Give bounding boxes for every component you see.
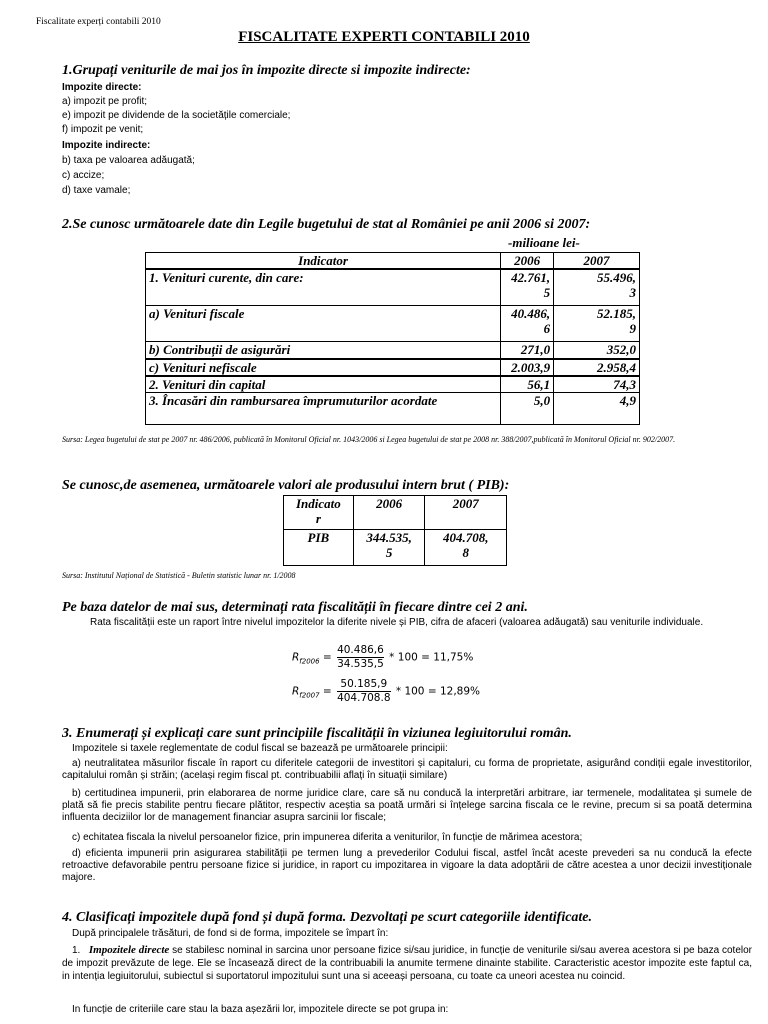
row-2006: 42.761, 5 xyxy=(501,269,554,305)
formula-2006: $R_{f2006}$ = $\frac{40.486,6}{34.535,5}$ * 100 = 11,75% xyxy=(292,644,474,670)
q2b-text: Rata fiscalității este un raport între nivelul impozitelor la diferite nivele și PIB, cifra de afaceri (valoarea adăugată) sau veniturile individuale. xyxy=(90,617,704,628)
indirect-item: d) taxe vamale; xyxy=(62,185,131,196)
formula-result: * 100 = 11,75% xyxy=(389,651,474,664)
row-label: PIB xyxy=(284,530,354,566)
table-header-row xyxy=(284,496,507,530)
q1-heading: 1.Grupați veniturile de mai jos în impozite directe si impozite indirecte: xyxy=(62,63,471,78)
q4-intro: După principalele trăsături, de fond si de forma, impozitele se împart în: xyxy=(72,928,389,939)
table-row xyxy=(146,359,640,376)
budget-source: Sursa: Legea bugetului de stat pe 2007 nr. 486/2006, publicată în Monitorul Oficial nr. 1043/2006 si Legea bugetului de stat pe 2008 nr. 388/2007,publicată în Monitorul Oficial nr. 902/2007. xyxy=(62,435,676,444)
denominator: 404.708.8 xyxy=(337,692,391,704)
row-2006: 56,1 xyxy=(501,376,554,393)
denominator: 34.535,5 xyxy=(337,658,384,670)
row-2007: 404.708, 8 xyxy=(425,530,507,566)
principle-c: c) echitatea fiscala la nivelul persoanelor fizice, prin impunerea diferita a veniturilor, în funcție de mărimea acestora; xyxy=(72,832,583,843)
q4-item-1 xyxy=(62,944,752,983)
row-label: 2. Venituri din capital xyxy=(146,376,501,393)
indirect-item: c) accize; xyxy=(62,170,105,181)
row-label: c) Venituri nefiscale xyxy=(146,359,501,376)
row-2007: 55.496, 3 xyxy=(554,269,640,305)
direct-item: e) impozit pe dividende de la societățile comerciale; xyxy=(62,110,291,121)
table-row xyxy=(284,530,507,566)
direct-item: a) impozit pe profit; xyxy=(62,96,148,107)
header-cell: 2006 xyxy=(353,496,425,530)
q3-intro: Impozitele si taxele reglementate de codul fiscal se bazează pe următoarele principii: xyxy=(72,743,448,754)
formula-sub: f2007 xyxy=(299,691,320,700)
q2-heading: 2.Se cunosc următoarele date din Legile bugetului de stat al României pe anii 2006 si 2007: xyxy=(62,217,591,232)
row-2006: 40.486, 6 xyxy=(501,305,554,341)
row-2007: 52.185, 9 xyxy=(554,305,640,341)
row-2006: 344.535, 5 xyxy=(353,530,425,566)
fraction xyxy=(337,644,384,671)
principle-b: b) certitudinea impunerii, prin elaborarea de norme juridice clare, care să nu conducă la interpretări arbitrare, iar termenele, modalitatea și sumele de plată să fie precis stabilite pentru fiecare plătitor, respectiv aceștia sa poată urmări si înțelege sarcina fiscala ce le revine, precum si sa poată determina influenta deciziilor lor de management financiar asupra sarcinii lor fiscale; xyxy=(62,788,752,823)
unit-label: -milioane lei- xyxy=(508,235,580,250)
direct-item: f) impozit pe venit; xyxy=(62,124,144,135)
item-number: 1. xyxy=(72,945,81,956)
direct-label: Impozite directe: xyxy=(62,82,142,93)
item-text: se stabilesc nominal in sarcina unor persoane fizice si/sau juridice, in funcție de veniturile si/sau averea acestora si pe baza cotelor de impozit prevăzute de lege. Ele se încasează direct de la contribuabili la anumite termene dinainte stabilite. Caracteristic acestor impozite este faptul ca, in intenția legiuitorului, subiectul si suportatorul impozitului sunt una si aceeași persoana, cu toate ca uneori acestea nu coincid. xyxy=(62,945,752,982)
indirect-label: Impozite indirecte: xyxy=(62,140,151,151)
fraction xyxy=(337,678,390,705)
row-2006: 271,0 xyxy=(501,341,554,359)
row-label: 3. Încasări din rambursarea împrumuturilor acordate xyxy=(146,393,501,425)
table-row xyxy=(146,269,640,305)
table-row xyxy=(146,341,640,359)
budget-table xyxy=(145,252,640,425)
item-term: Impozitele directe xyxy=(88,944,170,956)
formula-result: * 100 = 12,89% xyxy=(395,685,480,698)
header-cell: Indicato r xyxy=(284,496,354,530)
principle-d: d) eficienta impunerii prin asigurarea stabilității pe termen lung a prevederilor Codului fiscal, astfel încât aceste prevederi sa nu conducă la efecte retroactive defavorabile pentru persoane fizice si juridice, in raport cu impozitarea in vigoare la data adoptării de către acestea a unor decizii investiționale majore. xyxy=(62,848,752,883)
header-cell: 2007 xyxy=(425,496,507,530)
q4-last: In funcție de criteriile care stau la baza așezării lor, impozitele directe se pot grupa in: xyxy=(72,1004,449,1015)
table-row xyxy=(146,393,640,425)
q4-heading: 4. Clasificați impozitele după fond și după forma. Dezvoltați pe scurt categoriile identificate. xyxy=(62,910,593,925)
row-2007: 352,0 xyxy=(554,341,640,359)
pib-table xyxy=(283,495,507,566)
running-header: Fiscalitate experți contabili 2010 xyxy=(36,17,161,27)
row-2007: 4,9 xyxy=(554,393,640,425)
row-2007: 2.958,4 xyxy=(554,359,640,376)
table-row xyxy=(146,305,640,341)
header-cell: 2007 xyxy=(554,253,640,270)
formula-2007: $R_{f2007}$ = $\frac{50.185,9}{404.708.8}$ * 100 = 12,89% xyxy=(292,678,480,704)
formula-sub: f2006 xyxy=(299,657,320,666)
document-title: FISCALITATE EXPERTI CONTABILI 2010 xyxy=(238,29,530,45)
row-label: a) Venituri fiscale xyxy=(146,305,501,341)
header-cell: 2006 xyxy=(501,253,554,270)
formula-var: R xyxy=(292,685,300,698)
pib-source: Sursa: Institutul Național de Statistică - Buletin statistic lunar nr. 1/2008 xyxy=(62,571,296,580)
q2b-heading: Pe baza datelor de mai sus, determinați rata fiscalității în fiecare dintre cei 2 ani. xyxy=(62,600,528,615)
principle-a: a) neutralitatea măsurilor fiscale în raport cu diferitele categorii de investitori și capitaluri, cu forma de proprietate, asigurând condiții egale investitorilor, capitalului român și străin; (același regim fiscal pt. contribuabilii aflați în situații similare) xyxy=(62,758,752,781)
table-row xyxy=(146,376,640,393)
row-label: 1. Venituri curente, din care: xyxy=(146,269,501,305)
formula-var: R xyxy=(292,651,300,664)
numerator: 50.185,9 xyxy=(340,678,388,690)
numerator: 40.486,6 xyxy=(337,644,384,656)
row-label: b) Contribuții de asigurări xyxy=(146,341,501,359)
row-2007: 74,3 xyxy=(554,376,640,393)
row-2006: 5,0 xyxy=(501,393,554,425)
table-header-row xyxy=(146,253,640,270)
header-cell: Indicator xyxy=(146,253,501,270)
q3-heading: 3. Enumerați și explicați care sunt principiile fiscalității în viziunea legiuitorului român. xyxy=(62,726,572,741)
row-2006: 2.003,9 xyxy=(501,359,554,376)
indirect-item: b) taxa pe valoarea adăugată; xyxy=(62,155,195,166)
pib-heading: Se cunosc,de asemenea, următoarele valori ale produsului intern brut ( PIB): xyxy=(62,478,510,493)
